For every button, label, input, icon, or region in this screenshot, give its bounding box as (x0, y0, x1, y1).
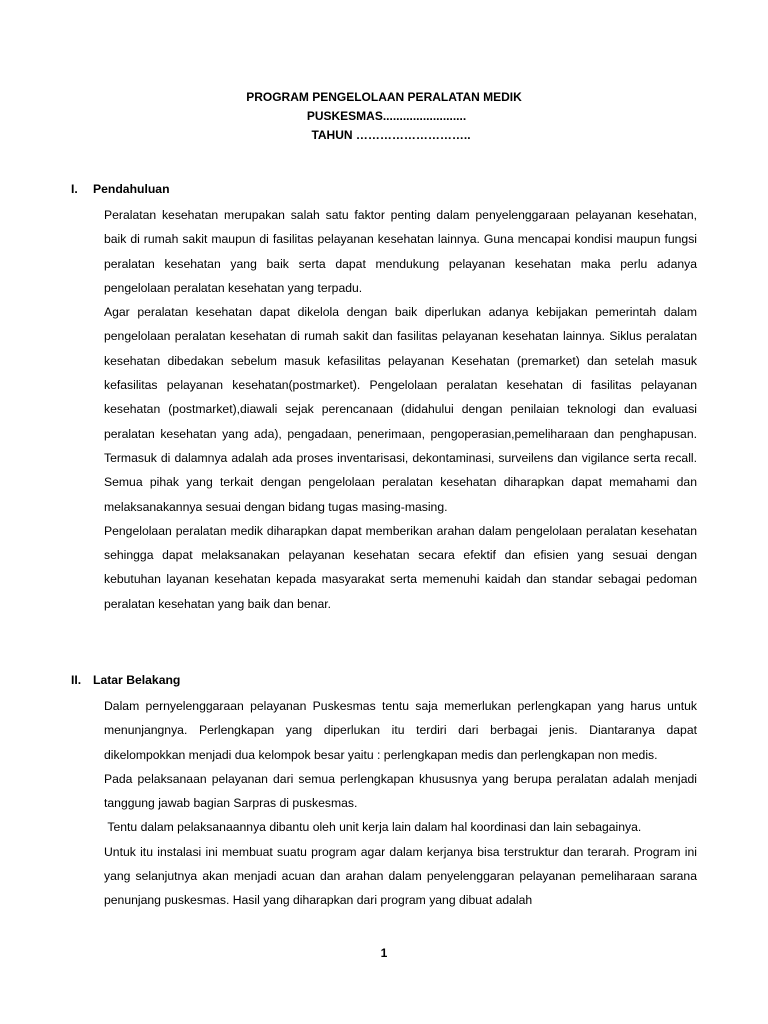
title-line-tahun: TAHUN ……………………….. (311, 128, 471, 142)
page-number: 1 (380, 946, 388, 960)
section-title: Pendahuluan (93, 182, 170, 196)
paragraph: Peralatan kesehatan merupakan salah satu faktor penting dalam penyelenggaraan pelayanan kesehatan, baik di rumah sakit maupun di fasilitas pelayanan kesehatan lainnya. Guna mencapai kondisi maupun fungsi peralatan kesehatan yang baik serta dapat mendukung pelayanan kesehatan maka perlu adanya pengelolaan peralatan kesehatan yang terpadu. (104, 208, 697, 295)
section-title: Latar Belakang (93, 673, 181, 687)
paragraph: Untuk itu instalasi ini membuat suatu program agar dalam kerjanya bisa terstruktur dan terarah. Program ini yang selanjutnya akan menjadi acuan dan arahan dalam penyelenggaran pelayanan pemeliharaan sarana penunjang puskesmas. Hasil yang diharapkan dari program yang dibuat adalah (104, 844, 697, 908)
title-line-program: PROGRAM PENGELOLAAN PERALATAN MEDIK (246, 90, 522, 104)
section-body (104, 694, 697, 913)
paragraph: Dalam pernyelenggaraan pelayanan Puskesmas tentu saja memerlukan perlengkapan yang harus untuk menunjangnya. Perlengkapan yang diperlukan itu terdiri dari berbagai jenis. Diantaranya dapat dikelompokkan menjadi dua kelompok besar yaitu : perlengkapan medis dan perlengkapan non medis. (104, 699, 697, 762)
paragraph: Pada pelaksanaan pelayanan dari semua perlengkapan khususnya yang berupa peralatan adalah menjadi tanggung jawab bagian Sarpras di puskesmas. (104, 771, 697, 811)
paragraph: Pengelolaan peralatan medik diharapkan dapat memberikan arahan dalam pengelolaan peralatan kesehatan sehingga dapat melaksanakan pelayanan kesehatan secara efektif dan efisien yang sesuai dengan kebutuhan layanan kesehatan kepada masyarakat serta memenuhi kaidah dan standar sebagai pedoman peralatan kesehatan yang baik dan benar. (104, 523, 697, 611)
section-heading (71, 672, 180, 688)
section-number: II. (71, 673, 82, 687)
section-number: I. (71, 182, 78, 196)
paragraph: Tentu dalam pelaksanaannya dibantu oleh unit kerja lain dalam hal koordinasi dan lain sebagainya. (104, 820, 642, 835)
paragraph: Agar peralatan kesehatan dapat dikelola dengan baik diperlukan adanya kebijakan pemerintah dalam pengelolaan peralatan kesehatan di rumah sakit dan fasilitas pelayanan kesehatan lainnya. Siklus peralatan kesehatan dibedakan sebelum masuk kefasilitas pelayanan Kesehatan (premarket) dan setelah masuk kefasilitas pelayanan kesehatan(postmarket). Pengelolaan peralatan kesehatan di fasilitas pelayanan kesehatan (postmarket),diawali sejak perencanaan (didahului dengan penilaian teknologi dan evaluasi peralatan kesehatan yang ada), pengadaan, penerimaan, pengoperasian,pemeliharaan dan penghapusan. Termasuk di dalamnya adalah ada proses inventarisasi, dekontaminasi, surveilens dan vigilance serta recall. Semua pihak yang terkait dengan pengelolaan peralatan kesehatan diharapkan dapat memahami dan melaksanakannya sesuai dengan bidang tugas masing-masing. (104, 305, 697, 514)
document-title (0, 88, 768, 145)
section-heading (71, 181, 170, 197)
title-line-puskesmas: PUSKESMAS......................... (306, 109, 467, 123)
section-body (104, 203, 697, 616)
